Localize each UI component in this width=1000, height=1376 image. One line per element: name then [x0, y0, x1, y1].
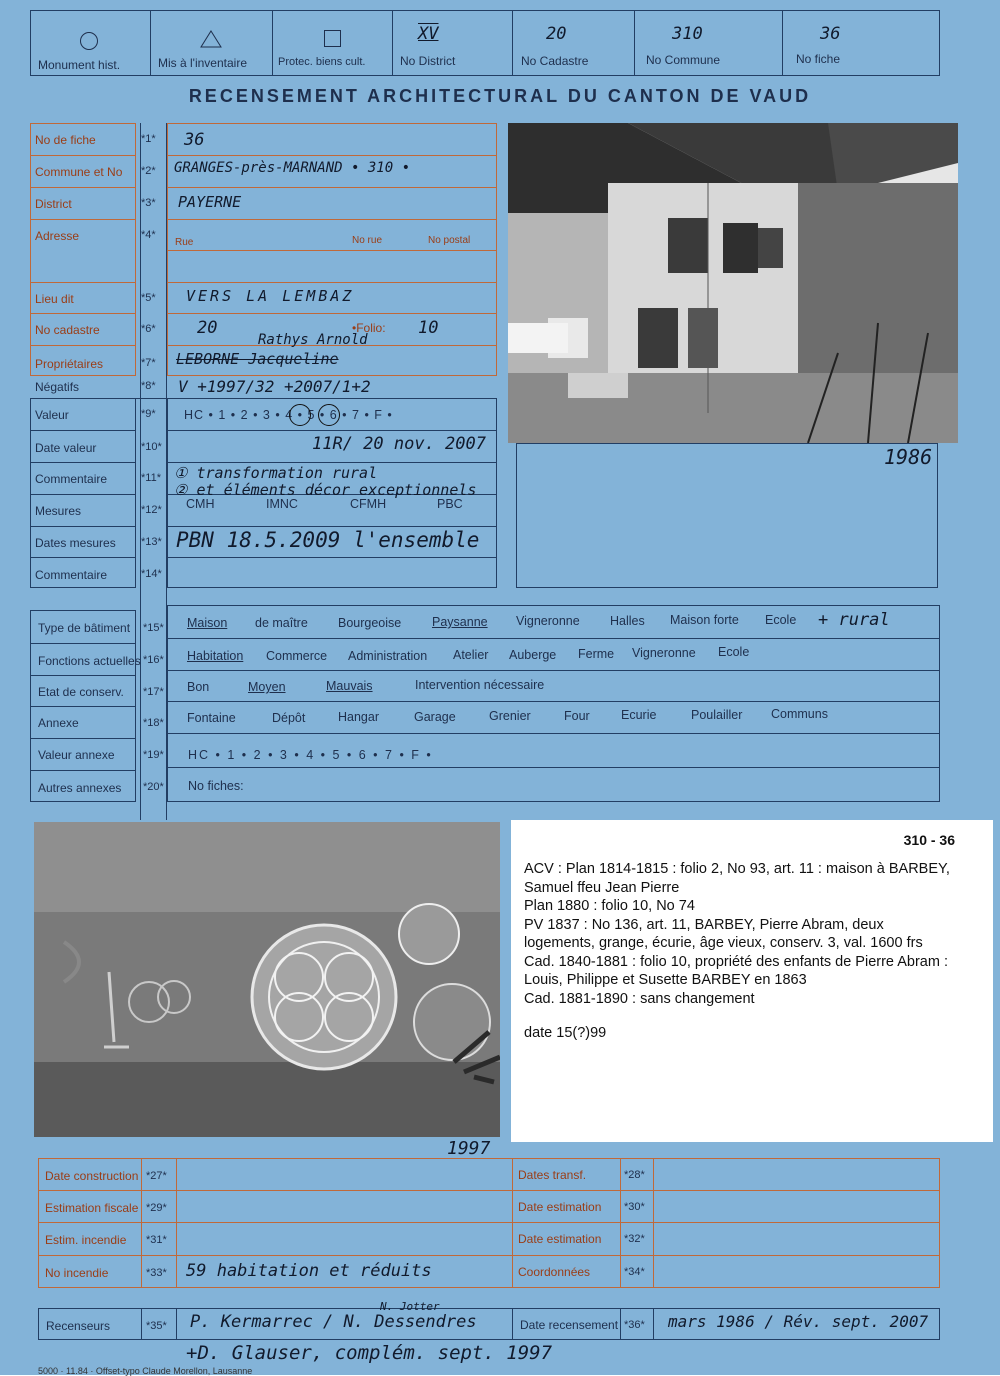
bottom-num-36: *36*: [624, 1319, 645, 1331]
field-value-proprietaires: LEBORNE Jacqueline: [176, 350, 339, 368]
header-label-district: No District: [400, 54, 456, 68]
field-label-mesures: Mesures: [35, 504, 82, 518]
bottom-label-date-recensement: Date recensement: [520, 1318, 619, 1332]
field-value-dates-mesures: PBN 18.5.2009 l'ensemble: [176, 528, 480, 552]
note-line: Cad. 1840-1881 : folio 10, propriété des enfants de Pierre Abram : Louis, Philippe et Susette BARBEY en 1863: [524, 953, 948, 988]
row-label-autres-annexes: Autres annexes: [38, 781, 122, 795]
bottom-num-29: *29*: [146, 1202, 167, 1214]
field-value-folio: 10: [418, 318, 439, 338]
field-value-no-fiche: 36: [184, 130, 205, 150]
row-num-17: *17*: [143, 686, 164, 698]
annexe-opt-ecurie: Ecurie: [621, 708, 657, 722]
header-value-district: XV: [418, 24, 439, 44]
bottom-num-31: *31*: [146, 1234, 167, 1246]
circle-symbol-icon: [80, 32, 98, 50]
row-label-valeur-annexe: Valeur annexe: [38, 748, 115, 762]
annexe-opt-communs: Communs: [771, 707, 828, 721]
fonction-opt-habitation: Habitation: [187, 649, 244, 663]
photo-frame-box: [516, 443, 938, 588]
field-num-9: *9*: [141, 408, 156, 420]
field-value-district: PAYERNE: [178, 193, 242, 211]
field-label-adresse: Adresse: [35, 229, 80, 243]
field-label-proprietaires: Propriétaires: [35, 357, 104, 371]
type-opt-halles: Halles: [610, 614, 645, 628]
type-opt-de-maitre: de maître: [255, 616, 308, 630]
valeur-circle-3: [289, 404, 311, 426]
field-num-8: *8*: [141, 380, 156, 392]
etat-opt-intervention: Intervention nécessaire: [415, 678, 545, 692]
field-num-11: *11*: [141, 472, 161, 484]
bottom-num-32: *32*: [624, 1233, 645, 1245]
fonction-opt-auberge: Auberge: [509, 648, 557, 662]
field-value-negatifs: V +1997/32 +2007/1+2: [178, 377, 371, 396]
bottom-value-recenseurs-overwrite: N. Jotter: [380, 1300, 440, 1313]
note-reference: 310 - 36: [903, 832, 955, 848]
field-value-date-valeur: 11R/ 20 nov. 2007: [312, 434, 486, 454]
row-num-20: *20*: [143, 781, 164, 793]
field-label-date-valeur: Date valeur: [35, 441, 97, 455]
row-label-type-batiment: Type de bâtiment: [38, 621, 131, 635]
field-num-14: *14*: [141, 568, 162, 580]
type-opt-vigneronne: Vigneronne: [516, 614, 580, 628]
header-label-commune: No Commune: [646, 53, 721, 67]
etat-opt-mauvais: Mauvais: [326, 679, 373, 693]
field-num-13: *13*: [141, 536, 162, 548]
autres-annexes-fiches: No fiches:: [188, 779, 244, 793]
row-num-15: *15*: [143, 622, 164, 634]
field-label-valeur: Valeur: [35, 408, 69, 422]
field-num-10: *10*: [141, 441, 162, 453]
field-num-7: *7*: [141, 357, 156, 369]
bottom-label-recenseurs: Recenseurs: [46, 1319, 111, 1333]
printer-imprint: 5000 · 11.84 · Offset-typo Claude Morellon, Lausanne: [38, 1366, 253, 1376]
annexe-opt-grenier: Grenier: [489, 709, 531, 723]
bottom-num-27: *27*: [146, 1170, 167, 1182]
fonction-opt-ecole: Ecole: [718, 645, 750, 659]
annexe-opt-depot: Dépôt: [272, 711, 306, 725]
bottom-label-estim-incendie: Estim. incendie: [45, 1233, 127, 1247]
field-sub-rue: Rue: [175, 237, 194, 248]
bottom-num-35: *35*: [146, 1320, 167, 1332]
bottom-label-dates-transf: Dates transf.: [518, 1168, 587, 1182]
bottom-value-date-recensement: mars 1986 / Rév. sept. 2007: [668, 1312, 929, 1331]
row-label-annexe: Annexe: [38, 716, 79, 730]
page-title: RECENSEMENT ARCHITECTURAL DU CANTON DE VAUD: [188, 86, 812, 106]
bottom-label-no-incendie: No incendie: [45, 1266, 109, 1280]
fonction-opt-atelier: Atelier: [453, 648, 489, 662]
type-opt-maison-forte: Maison forte: [670, 613, 739, 627]
note-line: Cad. 1881-1890 : sans changement: [524, 990, 755, 1007]
etat-opt-bon: Bon: [187, 680, 210, 694]
bottom-label-coordonnees: Coordonnées: [518, 1265, 591, 1279]
note-line: Plan 1880 : folio 10, No 74: [524, 898, 695, 914]
field-label-commune: Commune et No: [35, 165, 123, 179]
note-line: ACV : Plan 1814-1815 : folio 2, No 93, art. 11 : maison à BARBEY, Samuel ffeu Jean Pierre: [524, 861, 950, 896]
bottom-num-34: *34*: [624, 1266, 645, 1278]
field-num-6: *6*: [141, 323, 156, 335]
bottom-label-date-estimation-2: Date estimation: [518, 1232, 602, 1246]
row-num-18: *18*: [143, 717, 164, 729]
field-value-valeur: HC • 1 • 2 • 3 • 4 • 5 • 6 • 7 • F •: [184, 408, 393, 422]
square-symbol-icon: [324, 30, 341, 47]
annexe-opt-fontaine: Fontaine: [187, 711, 236, 725]
mesures-opt-imnc: IMNC: [266, 497, 298, 511]
field-num-2: *2*: [141, 165, 156, 177]
triangle-symbol-icon: [200, 30, 222, 48]
header-label-inventaire: Mis à l'inventaire: [158, 56, 247, 70]
annexe-opt-four: Four: [564, 709, 590, 723]
field-value-commune: GRANGES-près-MARNAND • 310 •: [174, 160, 411, 176]
photo-year-1986: 1986: [884, 445, 933, 469]
header-label-fiche: No fiche: [796, 52, 841, 66]
annexe-opt-hangar: Hangar: [338, 710, 379, 724]
etat-opt-moyen: Moyen: [248, 680, 286, 694]
header-value-cadastre: 20: [546, 24, 567, 44]
row-label-fonctions: Fonctions actuelles: [38, 654, 141, 668]
building-photo: [508, 123, 958, 443]
bottom-table: [38, 1158, 940, 1288]
field-label-no-cadastre: No cadastre: [35, 323, 100, 337]
bottom-label-date-construction: Date construction: [45, 1169, 139, 1183]
type-opt-paysanne: Paysanne: [432, 615, 488, 629]
type-opt-ecole: Ecole: [765, 613, 797, 627]
fonction-opt-administration: Administration: [348, 649, 428, 663]
fonction-opt-vigneronne: Vigneronne: [632, 646, 696, 660]
field-label-lieu-dit: Lieu dit: [35, 292, 74, 306]
archive-note: [511, 820, 993, 1142]
header-label-protec: Protec. biens cult.: [278, 56, 366, 68]
header-label-cadastre: No Cadastre: [521, 54, 589, 68]
field-label-commentaire: Commentaire: [35, 472, 108, 486]
header-label-monument: Monument hist.: [38, 58, 121, 72]
bottom-num-30: *30*: [624, 1201, 645, 1213]
field-label-commentaire-2: Commentaire: [35, 568, 108, 582]
bottom-label-date-estimation: Date estimation: [518, 1200, 602, 1214]
bottom-value-recenseurs: P. Kermarrec / N. Dessendres: [190, 1312, 477, 1332]
field-label-folio: •Folio:: [352, 321, 386, 335]
bottom-num-33: *33*: [146, 1267, 167, 1279]
carving-photo: [34, 822, 500, 1137]
field-value-lieu-dit: VERS LA LEMBAZ: [186, 287, 355, 305]
valeur-annexe-options: HC • 1 • 2 • 3 • 4 • 5 • 6 • 7 • F •: [188, 748, 433, 762]
fonction-opt-ferme: Ferme: [578, 647, 615, 661]
annexe-opt-poulailler: Poulailler: [691, 708, 743, 722]
fonction-opt-commerce: Commerce: [266, 649, 328, 663]
field-sub-no-rue: No rue: [352, 235, 383, 246]
row-num-16: *16*: [143, 654, 164, 666]
field-label-dates-mesures: Dates mesures: [35, 536, 116, 550]
field-label-negatifs: Négatifs: [35, 380, 80, 394]
header-value-fiche: 36: [820, 24, 841, 44]
valeur-circle-4: [318, 404, 340, 426]
row-num-19: *19*: [143, 749, 164, 761]
note-date: date 15(?)99: [524, 1025, 607, 1041]
field-value-owner-note: Rathys Arnold: [258, 332, 368, 348]
type-extra-rural: + rural: [818, 610, 890, 630]
annexe-opt-garage: Garage: [414, 710, 456, 724]
field-num-5: *5*: [141, 292, 156, 304]
row-label-etat: Etat de conserv.: [38, 685, 124, 699]
field-num-4: *4*: [141, 229, 156, 241]
field-num-3: *3*: [141, 197, 156, 209]
field-num-1: *1*: [141, 133, 156, 145]
field-label-no-fiche: No de fiche: [35, 133, 96, 147]
label-column-blue: [30, 398, 136, 588]
bottom-value-no-incendie: 59 habitation et réduits: [186, 1261, 432, 1281]
photo-year-1997: 1997: [447, 1138, 491, 1159]
field-num-12: *12*: [141, 504, 162, 516]
field-value-commentaire-2: ② et éléments décor exceptionnels: [174, 481, 477, 499]
label-column-orange: [30, 123, 136, 376]
mesures-opt-cmh: CMH: [186, 497, 215, 511]
type-opt-maison: Maison: [187, 616, 228, 630]
header-value-commune: 310: [672, 24, 703, 44]
bottom-num-28: *28*: [624, 1169, 645, 1181]
field-label-district: District: [35, 197, 72, 211]
type-opt-bourgeoise: Bourgeoise: [338, 616, 402, 630]
field-sub-no-postal: No postal: [428, 235, 471, 246]
note-body: [524, 860, 952, 1043]
mesures-opt-cfmh: CFMH: [350, 497, 387, 511]
mid-value-area: [167, 605, 940, 802]
note-line: PV 1837 : No 136, art. 11, BARBEY, Pierre Abram, deux logements, grange, écurie, âge vieux, conserv. 3, val. 1600 frs: [524, 916, 923, 951]
field-value-commentaire-1: ① transformation rural: [174, 464, 378, 482]
mesures-opt-pbc: PBC: [437, 497, 463, 511]
field-value-no-cadastre: 20: [197, 318, 218, 338]
footer-handwritten-note: +D. Glauser, complém. sept. 1997: [186, 1342, 553, 1364]
bottom-label-estimation-fiscale: Estimation fiscale: [45, 1201, 139, 1215]
